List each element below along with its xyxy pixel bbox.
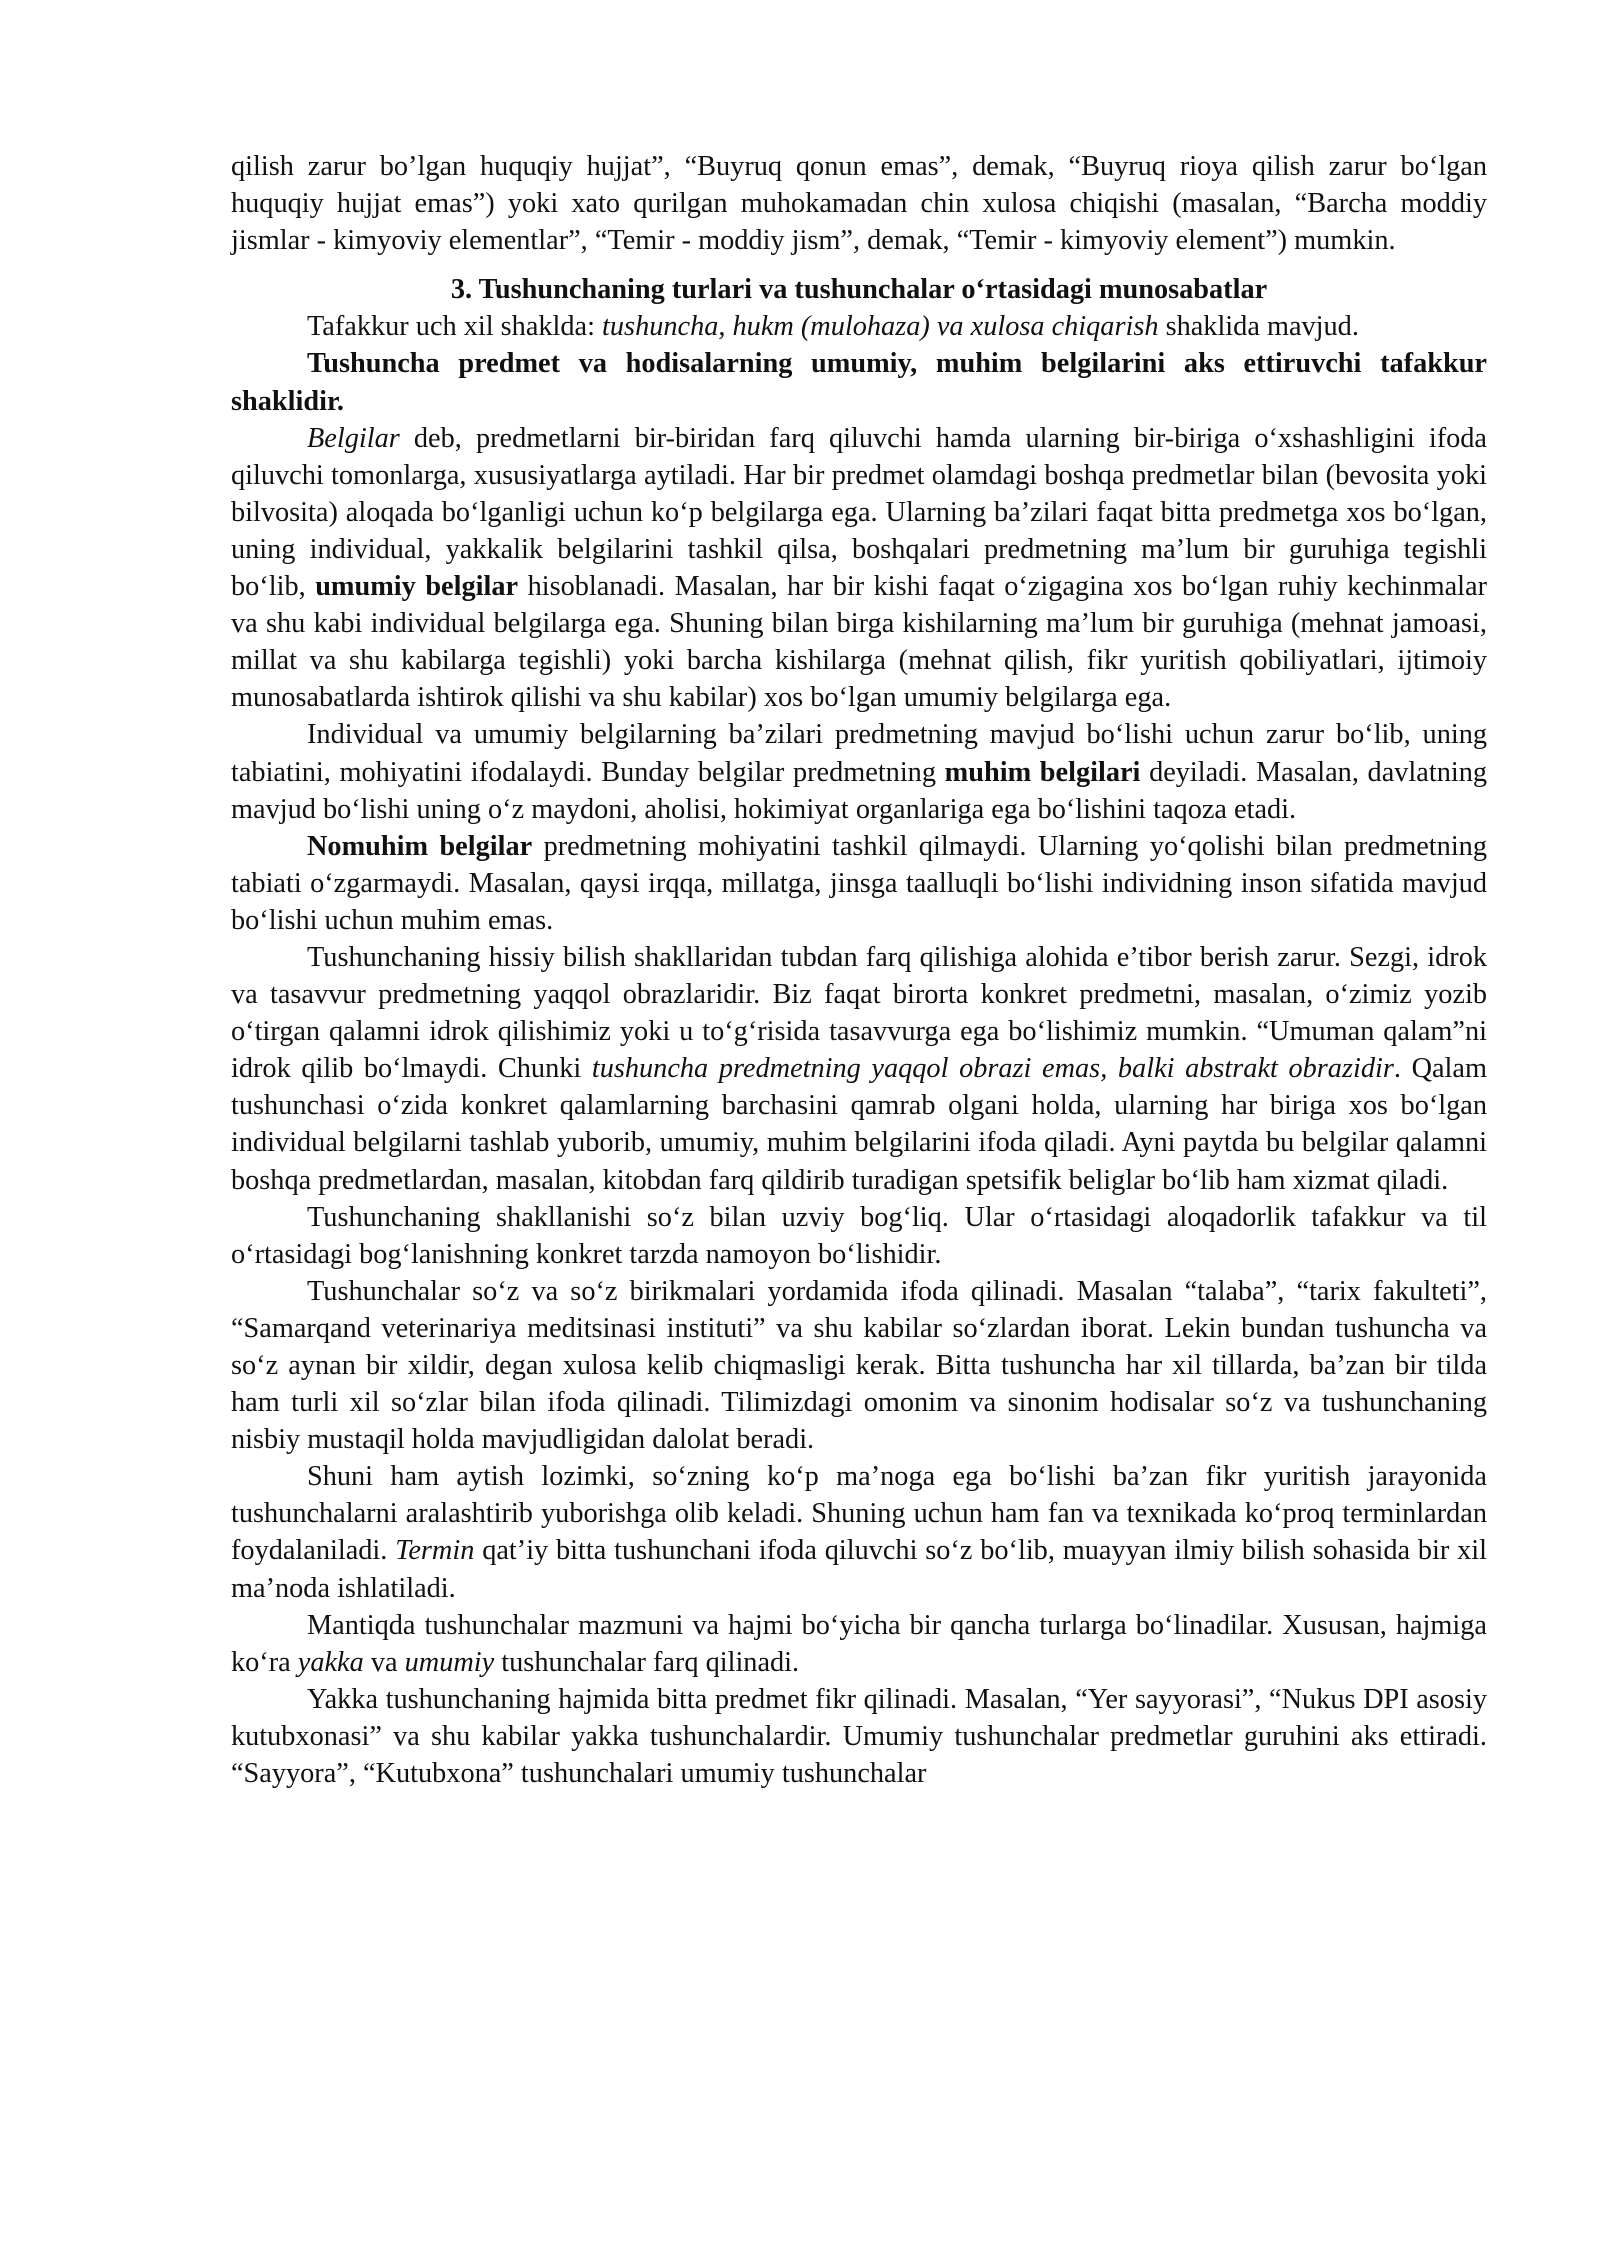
text-run: qilish zarur bo’lgan huquqiy hujjat”, “Buyruq qonun emas”, demak, “Buyruq rioya qilish zarur bo‘lgan huquqiy hujjat emas”) yoki xato qurilgan muhokamadan chin xulosa chiqishi (masalan, “Barcha moddiy jismlar - kimyoviy elementlar”, “Temir - moddiy jism”, demak, “Temir - kimyoviy element”) mumkin. xyxy=(231,151,1487,257)
text-run: Tushunchaning shakllanishi so‘z bilan uzviy bog‘liq. Ular o‘rtasidagi aloqadorlik tafakkur va til o‘rtasidagi bog‘lanishning konkret tarzda namoyon bo‘lishidir. xyxy=(231,1201,1487,1270)
text-run: va xyxy=(363,1646,405,1678)
italic-text: umumiy xyxy=(404,1646,495,1678)
text-run: hisoblanadi. Masalan, har bir kishi faqat o‘zigagina xos bo‘lgan ruhiy kechinmalar va shu kabi individual belgilarga ega. Shuning bilan birga kishilarning ma’lum bir guruhiga (mehnat jamoasi, millat va shu kabilarga tegishli) yoki barcha kishilarga (mehnat qilish, fikr yuritish qobiliyatlari, ijtimoiy munosabatlarda ishtirok qilishi va shu kabilar) xos bo‘lgan umumiy belgilarga ega. xyxy=(231,571,1487,714)
bold-text: muhim belgilari xyxy=(944,756,1141,788)
text-run: Yakka tushunchaning hajmida bitta predmet fikr qilinadi. Masalan, “Yer sayyorasi”, “Nukus DPI asosiy kutubxonasi” va shu kabilar yakka tushunchalardir. Umumiy tushunchalar predmetlar guruhini aks ettiradi. “Sayyora”, “Kutubxona” tushunchalari umumiy tushunchalar xyxy=(231,1683,1487,1790)
text-run: Tafakkur uch xil shaklda: xyxy=(307,311,603,343)
paragraph xyxy=(231,828,1487,939)
text-run: tushunchalar farq qilinadi. xyxy=(494,1646,800,1678)
bold-text: umumiy belgilar xyxy=(315,571,519,603)
text-run: qat’iy bitta tushunchani ifoda qiluvchi so‘z bo‘lib, muayyan ilmiy bilish sohasida bir xil ma’noda ishlatiladi. xyxy=(231,1535,1487,1604)
italic-text: tushuncha predmetning yaqqol obrazi emas, balki abstrakt obrazidir xyxy=(591,1053,1394,1085)
text-run: predmetning mohiyatini tashkil qilmaydi. Ularning yo‘qolishi bilan predmetning tabiati o‘zgarmaydi. Masalan, qaysi irqqa, millatga, jinsga taalluqli bo‘lishi individning inson sifatida mavjud bo‘lishi uchun muhim emas. xyxy=(231,830,1487,936)
paragraph xyxy=(231,345,1487,419)
italic-text: Termin xyxy=(395,1535,475,1567)
paragraph xyxy=(231,939,1487,1199)
paragraph xyxy=(231,1681,1487,1792)
bold-text: 3. Tushunchaning turlari va tushunchalar o‘rtasidagi munosabatlar xyxy=(450,274,1268,306)
text-run: deb, predmetlarni bir-biridan farq qiluvchi hamda ularning bir-biriga o‘xshashligini ifoda qiluvchi tomonlarga, xususiyatlarga aytiladi. Har bir predmet olamdagi boshqa predmetlar bilan (bevosita yoki bilvosita) aloqada bo‘lganligi uchun ko‘p belgilarga ega. Ularning ba’zilari faqat bitta predmetga xos bo‘lgan, uning individual, yakkalik belgilarini tashkil qilsa, boshqalari predmetning ma’lum bir guruhiga tegishli bo‘lib, xyxy=(231,422,1487,603)
italic-text: Belgilar xyxy=(307,422,400,454)
text-run: Mantiqda tushunchalar mazmuni va hajmi bo‘yicha bir qancha turlarga bo‘linadilar. Xususan, hajmiga ko‘ra xyxy=(231,1609,1487,1678)
bold-text: Nomuhim belgilar xyxy=(307,830,533,862)
paragraph xyxy=(231,1607,1487,1681)
text-run: deyiladi. Masalan, davlatning mavjud bo‘lishi uning o‘z maydoni, aholisi, hokimiyat organlariga ega bo‘lishini taqoza etadi. xyxy=(231,756,1487,825)
italic-text: yakka xyxy=(297,1646,364,1678)
bold-text: Tushuncha predmet va hodisalarning umumiy, muhim belgilarini aks ettiruvchi tafakkur shaklidir. xyxy=(231,348,1487,417)
paragraph xyxy=(231,148,1487,259)
text-run: . Qalam tushunchasi o‘zida konkret qalamlarning barchasini qamrab olgani holda, ularning har biriga xos bo‘lgan individual belgilarni tashlab yuborib, umumiy, muhim belgilarini ifoda qiladi. Ayni paytda bu belgilar qalamni boshqa predmetlardan, masalan, kitobdan farq qildirib turadigan spetsifik beliglar bo‘lib ham xizmat qiladi. xyxy=(231,1053,1487,1196)
paragraph xyxy=(231,1273,1487,1458)
text-run: shaklida mavjud. xyxy=(1158,311,1359,343)
paragraph xyxy=(231,716,1487,827)
document-page xyxy=(231,148,1487,1792)
text-run: Shuni ham aytish lozimki, so‘zning ko‘p ma’noga ega bo‘lishi ba’zan fikr yuritish jarayonida tushunchalarni aralashtirib yuborishga olib keladi. Shuning uchun ham fan va texnikada ko‘proq terminlardan foydalaniladi. xyxy=(231,1461,1487,1567)
section-heading xyxy=(231,271,1487,308)
paragraph xyxy=(231,1458,1487,1606)
paragraph xyxy=(231,1199,1487,1273)
text-run: Tushunchaning hissiy bilish shakllaridan tubdan farq qilishiga alohida e’tibor berish zarur. Sezgi, idrok va tasavvur predmetning yaqqol obrazlaridir. Biz faqat birorta konkret predmetni, masalan, o‘zimiz yozib o‘tirgan qalamni idrok qilishimiz yoki u to‘g‘risida tasavvurga ega bo‘lishimiz mumkin. “Umuman qalam”ni idrok qilib bo‘lmaydi. Chunki xyxy=(231,941,1487,1085)
paragraph xyxy=(231,308,1487,345)
italic-text: tushuncha, hukm (mulohaza) va xulosa chiqarish xyxy=(602,311,1159,343)
text-run: Individual va umumiy belgilarning ba’zilari predmetning mavjud bo‘lishi uchun zarur bo‘lib, uning tabiatini, mohiyatini ifodalaydi. Bunday belgilar predmetning xyxy=(231,719,1487,788)
text-run: Tushunchalar so‘z va so‘z birikmalari yordamida ifoda qilinadi. Masalan “talaba”, “tarix fakulteti”, “Samarqand veterinariya meditsinasi instituti” va shu kabilar so‘zlardan iborat. Lekin bundan tushuncha va so‘z aynan bir xildir, degan xulosa kelib chiqmasligi kerak. Bitta tushuncha har xil tillarda, ba’zan bir tilda ham turli xil so‘zlar bilan ifoda qilinadi. Tilimizdagi omonim va sinonim hodisalar so‘z va tushunchaning nisbiy mustaqil holda mavjudligidan dalolat beradi. xyxy=(231,1275,1487,1456)
paragraph xyxy=(231,420,1487,717)
